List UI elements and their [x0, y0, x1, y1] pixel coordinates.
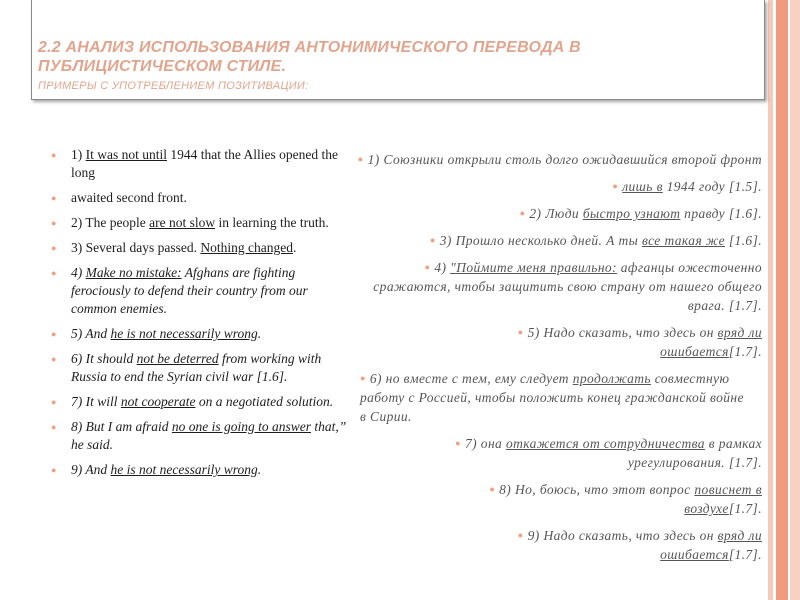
list-item: ● 3) Прошло несколько дней. А ты все такая же [1.6].	[429, 233, 762, 248]
list-item: ● 1) It was not until 1944 that the Allies opened the long	[51, 146, 351, 182]
list-item: ● 6) It should not be deterred from working with Russia to end the Syrian civil war [1.6].	[51, 350, 351, 386]
bullet-icon: ●	[517, 530, 524, 540]
list-item: ● 7) она откажется от сотрудничества в рамках урегулирования. [1.7].	[455, 436, 762, 470]
list-item: ● 1) Союзники открыли столь долго ожидавшийся второй фронт	[357, 152, 762, 167]
bullet-icon: ●	[519, 208, 526, 218]
list-item: ● 8) Но, боюсь, что этот вопрос повиснет в воздухе[1.7].	[489, 482, 762, 516]
list-item: ● лишь в 1944 году [1.5].	[612, 179, 762, 194]
bullet-icon: ●	[612, 181, 619, 191]
bullet-icon: ●	[429, 235, 436, 245]
list-item: ● 4) "Поймите меня правильно: афганцы ожесточенно сражаются, чтобы защитить свою страну от нашего общего врага. [1.7].	[373, 260, 762, 313]
russian-translations-list	[330, 150, 762, 572]
list-item: ● 9) Надо сказать, что здесь он вряд ли ошибается[1.7].	[517, 528, 762, 562]
list-item: ● 3) Several days passed. Nothing changed.	[51, 239, 351, 257]
slide-subtitle: ПРИМЕРЫ С УПОТРЕБЛЕНИЕМ ПОЗИТИВАЦИИ:	[38, 80, 309, 92]
english-examples-list	[51, 146, 351, 486]
decor-stripe-thin	[768, 0, 773, 600]
decor-stripe-wide	[776, 0, 788, 600]
bullet-icon: ●	[489, 484, 496, 494]
list-item: ● 2) Люди быстро узнают правду [1.6].	[519, 206, 762, 221]
bullet-icon: ●	[357, 154, 364, 164]
slide-title: 2.2 АНАЛИЗ ИСПОЛЬЗОВАНИЯ АНТОНИМИЧЕСКОГО ПЕРЕВОДА В ПУБЛИЦИСТИЧЕСКОМ СТИЛЕ.	[38, 39, 581, 75]
bullet-icon: ●	[517, 327, 524, 337]
list-item: ● 7) It will not cooperate on a negotiated solution.	[51, 393, 351, 411]
bullet-icon: ●	[360, 373, 366, 383]
list-item: ● 6) но вместе с тем, ему следует продолжать совместную работу с Россией, чтобы положить конец гражданской войне в Сирии.	[360, 371, 744, 424]
list-item: ● 5) And he is not necessarily wrong.	[51, 325, 351, 343]
list-item: ● awaited second front.	[51, 189, 351, 207]
decor-stripe-light	[790, 0, 800, 600]
list-item: ● 4) Make no mistake: Afghans are fighting ferociously to defend their country from our common enemies.	[51, 264, 351, 318]
bullet-icon: ●	[424, 262, 431, 272]
list-item: ● 8) But I am afraid no one is going to answer that,” he said.	[51, 418, 351, 454]
list-item: ● 2) The people are not slow in learning the truth.	[51, 214, 351, 232]
list-item: ● 5) Надо сказать, что здесь он вряд ли ошибается[1.7].	[517, 325, 762, 359]
bullet-icon: ●	[455, 438, 461, 448]
list-item: ● 9) And he is not necessarily wrong.	[51, 461, 351, 479]
